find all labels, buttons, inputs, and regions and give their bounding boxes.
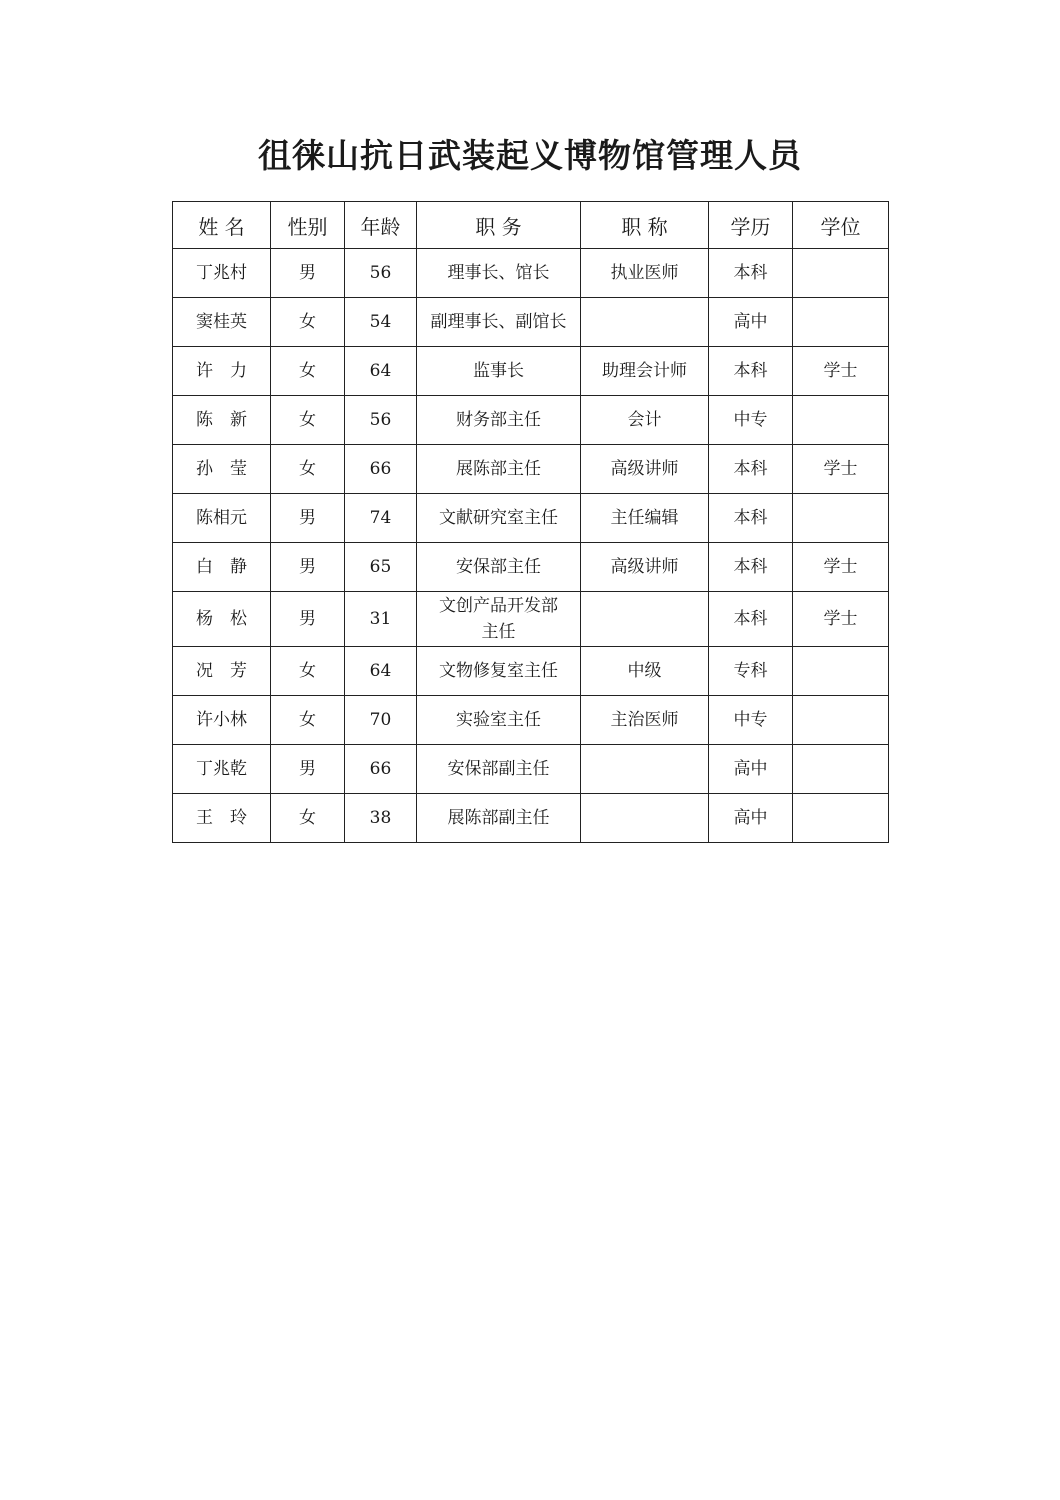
cell-age: 74: [345, 494, 417, 543]
cell-name: 陈 新: [173, 396, 271, 445]
staff-table: [172, 201, 889, 843]
cell-degree: 学士: [793, 445, 889, 494]
table-row: [173, 298, 889, 347]
cell-name: 陈相元: [173, 494, 271, 543]
cell-degree: [793, 494, 889, 543]
cell-degree: 学士: [793, 543, 889, 592]
cell-education: 高中: [709, 794, 793, 843]
cell-post: 实验室主任: [417, 696, 581, 745]
cell-post: 理事长、馆长: [417, 249, 581, 298]
table-row: [173, 696, 889, 745]
cell-post: [417, 592, 581, 647]
cell-title: [581, 794, 709, 843]
cell-post: 副理事长、副馆长: [417, 298, 581, 347]
cell-gender: 男: [271, 249, 345, 298]
cell-post: 安保部副主任: [417, 745, 581, 794]
cell-name: 况 芳: [173, 647, 271, 696]
cell-title: 主任编辑: [581, 494, 709, 543]
cell-title: 高级讲师: [581, 543, 709, 592]
cell-title: [581, 298, 709, 347]
table-header-row: [173, 202, 889, 249]
header-title: 职 称: [581, 202, 709, 249]
cell-education: 本科: [709, 543, 793, 592]
table-row: [173, 794, 889, 843]
cell-gender: 男: [271, 592, 345, 647]
cell-age: 70: [345, 696, 417, 745]
cell-title: 会计: [581, 396, 709, 445]
cell-gender: 女: [271, 794, 345, 843]
cell-gender: 女: [271, 298, 345, 347]
cell-name: 孙 莹: [173, 445, 271, 494]
table-row: [173, 745, 889, 794]
cell-post: 展陈部主任: [417, 445, 581, 494]
cell-degree: [793, 745, 889, 794]
cell-post: 财务部主任: [417, 396, 581, 445]
header-age: 年龄: [345, 202, 417, 249]
cell-degree: [793, 696, 889, 745]
cell-age: 38: [345, 794, 417, 843]
cell-degree: 学士: [793, 347, 889, 396]
header-post: 职 务: [417, 202, 581, 249]
cell-name: 王 玲: [173, 794, 271, 843]
cell-gender: 男: [271, 494, 345, 543]
cell-name: 窦桂英: [173, 298, 271, 347]
cell-age: 64: [345, 347, 417, 396]
cell-post: 文物修复室主任: [417, 647, 581, 696]
cell-education: 专科: [709, 647, 793, 696]
cell-title: 中级: [581, 647, 709, 696]
cell-education: 高中: [709, 745, 793, 794]
cell-gender: 女: [271, 396, 345, 445]
cell-name: 杨 松: [173, 592, 271, 647]
cell-degree: [793, 647, 889, 696]
table-row: [173, 249, 889, 298]
cell-post: 文献研究室主任: [417, 494, 581, 543]
cell-title: 主治医师: [581, 696, 709, 745]
cell-age: 31: [345, 592, 417, 647]
cell-title: 高级讲师: [581, 445, 709, 494]
cell-education: 本科: [709, 249, 793, 298]
cell-title: 执业医师: [581, 249, 709, 298]
cell-title: [581, 592, 709, 647]
cell-gender: 男: [271, 543, 345, 592]
cell-gender: 女: [271, 445, 345, 494]
table-row: [173, 543, 889, 592]
cell-education: 本科: [709, 592, 793, 647]
table-row: [173, 494, 889, 543]
page-title: 徂徕山抗日武装起义博物馆管理人员: [258, 136, 802, 175]
cell-gender: 男: [271, 745, 345, 794]
cell-degree: 学士: [793, 592, 889, 647]
cell-gender: 女: [271, 696, 345, 745]
cell-post: 展陈部副主任: [417, 794, 581, 843]
cell-age: 64: [345, 647, 417, 696]
cell-name: 丁兆村: [173, 249, 271, 298]
cell-age: 65: [345, 543, 417, 592]
cell-age: 66: [345, 445, 417, 494]
header-education: 学历: [709, 202, 793, 249]
cell-degree: [793, 794, 889, 843]
table-row: [173, 347, 889, 396]
cell-degree: [793, 298, 889, 347]
cell-post: 安保部主任: [417, 543, 581, 592]
cell-degree: [793, 396, 889, 445]
cell-education: 本科: [709, 494, 793, 543]
cell-gender: 女: [271, 647, 345, 696]
cell-degree: [793, 249, 889, 298]
cell-education: 中专: [709, 696, 793, 745]
table-row: [173, 396, 889, 445]
header-name: 姓 名: [173, 202, 271, 249]
table-row: [173, 592, 889, 647]
cell-name: 许小林: [173, 696, 271, 745]
cell-title: [581, 745, 709, 794]
cell-age: 66: [345, 745, 417, 794]
cell-age: 54: [345, 298, 417, 347]
cell-title: 助理会计师: [581, 347, 709, 396]
cell-education: 本科: [709, 445, 793, 494]
cell-name: 丁兆乾: [173, 745, 271, 794]
cell-name: 白 静: [173, 543, 271, 592]
cell-gender: 女: [271, 347, 345, 396]
table-row: [173, 445, 889, 494]
cell-age: 56: [345, 396, 417, 445]
cell-name: 许 力: [173, 347, 271, 396]
cell-education: 本科: [709, 347, 793, 396]
cell-age: 56: [345, 249, 417, 298]
header-gender: 性别: [271, 202, 345, 249]
table-row: [173, 647, 889, 696]
cell-education: 中专: [709, 396, 793, 445]
header-degree: 学位: [793, 202, 889, 249]
cell-post-text: 文创产品开发部主任: [439, 596, 558, 642]
cell-post: 监事长: [417, 347, 581, 396]
cell-education: 高中: [709, 298, 793, 347]
